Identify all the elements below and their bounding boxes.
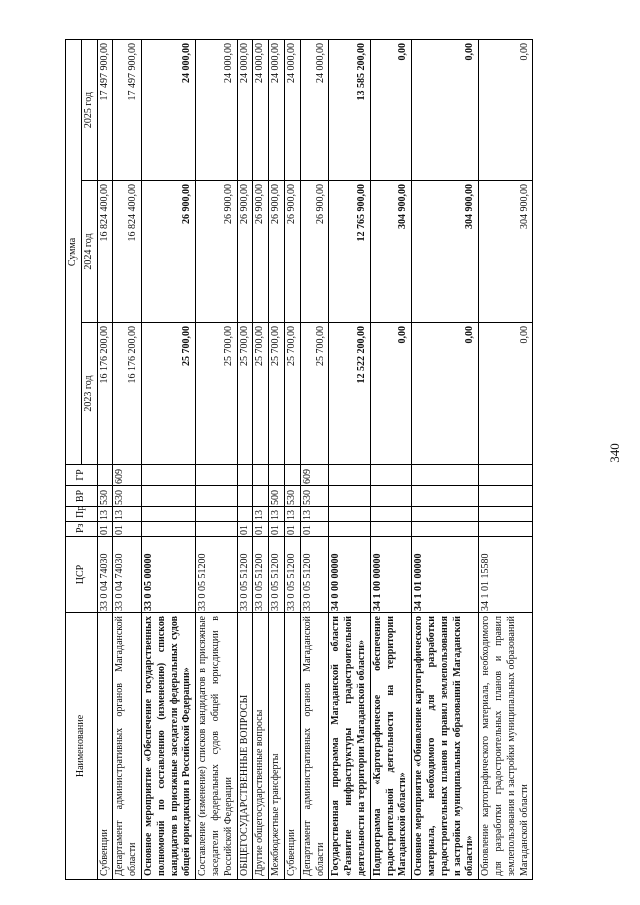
cell-2023: 12 522 200,00 <box>329 323 370 465</box>
cell-rz <box>329 522 370 537</box>
cell-2025: 24 000,00 <box>284 39 300 180</box>
header-vr: ВР <box>66 486 98 507</box>
table-row <box>237 39 253 879</box>
cell-vr: 530 <box>97 486 113 507</box>
header-csr: ЦСР <box>66 537 98 613</box>
cell-csr: 34 1 00 00000 <box>370 537 411 613</box>
cell-2024: 26 900,00 <box>300 181 329 323</box>
cell-pr: 13 <box>113 507 142 522</box>
cell-rz: 01 <box>253 522 269 537</box>
cell-gr: 609 <box>113 465 142 486</box>
cell-vr <box>479 486 533 507</box>
cell-name: Государственная программа Магаданской области «Развитие инфраструктуры градостроительной деятельности на территории Магаданской области» <box>329 613 370 880</box>
cell-name: Департамент административных органов Магаданской области <box>113 613 142 880</box>
header-rz: Рз <box>66 522 98 537</box>
cell-2025: 24 000,00 <box>300 39 329 180</box>
cell-pr: 13 <box>300 507 329 522</box>
cell-2025: 13 585 200,00 <box>329 39 370 180</box>
cell-csr: 33 0 05 00000 <box>141 537 195 613</box>
cell-2023: 16 176 200,00 <box>113 323 142 465</box>
cell-csr: 34 1 01 15580 <box>479 537 533 613</box>
cell-vr: 530 <box>113 486 142 507</box>
cell-pr: 13 <box>284 507 300 522</box>
cell-pr <box>196 507 237 522</box>
cell-2023: 25 700,00 <box>269 323 285 465</box>
cell-rz <box>479 522 533 537</box>
cell-csr: 33 0 05 51200 <box>300 537 329 613</box>
cell-csr: 34 1 01 00000 <box>412 537 479 613</box>
table-row <box>479 39 533 879</box>
cell-gr <box>196 465 237 486</box>
cell-2024: 26 900,00 <box>196 181 237 323</box>
cell-gr <box>479 465 533 486</box>
cell-2025: 17 497 900,00 <box>97 39 113 180</box>
table-row <box>113 39 142 879</box>
cell-rz: 01 <box>113 522 142 537</box>
header-row-1 <box>66 39 82 879</box>
cell-vr <box>196 486 237 507</box>
cell-2023: 0,00 <box>370 323 411 465</box>
cell-csr: 33 0 05 51200 <box>253 537 269 613</box>
cell-2023: 0,00 <box>479 323 533 465</box>
cell-name: Обновление картографического материала, необходимого для разработки градостроительных планов и правил землепользования и застройки муниципальных образований Магаданской области <box>479 613 533 880</box>
cell-2024: 26 900,00 <box>141 181 195 323</box>
cell-gr <box>284 465 300 486</box>
cell-2023: 25 700,00 <box>237 323 253 465</box>
cell-2025: 24 000,00 <box>253 39 269 180</box>
cell-rz <box>141 522 195 537</box>
cell-2023: 25 700,00 <box>284 323 300 465</box>
cell-2025: 24 000,00 <box>196 39 237 180</box>
cell-pr <box>412 507 479 522</box>
table-row <box>141 39 195 879</box>
cell-vr: 530 <box>300 486 329 507</box>
table-row <box>269 39 285 879</box>
header-sum: Сумма <box>66 39 82 464</box>
cell-vr <box>370 486 411 507</box>
cell-rz <box>196 522 237 537</box>
cell-2024: 304 900,00 <box>412 181 479 323</box>
cell-csr: 33 0 05 51200 <box>237 537 253 613</box>
header-2023: 2023 год <box>81 323 97 465</box>
cell-rz <box>370 522 411 537</box>
cell-2025: 24 000,00 <box>269 39 285 180</box>
cell-csr: 33 0 04 74030 <box>113 537 142 613</box>
table-row <box>329 39 370 879</box>
cell-rz: 01 <box>237 522 253 537</box>
cell-name: Субвенции <box>284 613 300 880</box>
cell-vr <box>412 486 479 507</box>
table-row <box>253 39 269 879</box>
cell-2025: 17 497 900,00 <box>113 39 142 180</box>
cell-gr <box>237 465 253 486</box>
cell-2025: 24 000,00 <box>141 39 195 180</box>
cell-2024: 16 824 400,00 <box>113 181 142 323</box>
cell-name: Основное мероприятие «Обеспечение государственных полномочий по составлению (изменению) списков кандидатов в присяжные заседатели федеральных судов общей юрисдикции в Российской Федерации» <box>141 613 195 880</box>
table-row <box>284 39 300 879</box>
cell-2023: 0,00 <box>412 323 479 465</box>
cell-vr: 530 <box>284 486 300 507</box>
page-number: 340 <box>607 443 622 463</box>
cell-rz: 01 <box>97 522 113 537</box>
cell-gr: 609 <box>300 465 329 486</box>
cell-gr <box>269 465 285 486</box>
cell-gr <box>141 465 195 486</box>
cell-csr: 33 0 04 74030 <box>97 537 113 613</box>
cell-rz: 01 <box>284 522 300 537</box>
header-gr: ГР <box>66 465 98 486</box>
cell-vr <box>253 486 269 507</box>
cell-2024: 26 900,00 <box>284 181 300 323</box>
cell-2025: 0,00 <box>479 39 533 180</box>
cell-2024: 16 824 400,00 <box>97 181 113 323</box>
cell-2023: 25 700,00 <box>253 323 269 465</box>
cell-name: ОБЩЕГОСУДАРСТВЕННЫЕ ВОПРОСЫ <box>237 613 253 880</box>
cell-2024: 304 900,00 <box>479 181 533 323</box>
cell-2025: 0,00 <box>412 39 479 180</box>
cell-2023: 25 700,00 <box>141 323 195 465</box>
cell-vr: 500 <box>269 486 285 507</box>
cell-pr: 13 <box>97 507 113 522</box>
cell-rz: 01 <box>300 522 329 537</box>
budget-table <box>65 39 533 880</box>
cell-gr <box>329 465 370 486</box>
table-row <box>370 39 411 879</box>
cell-gr <box>412 465 479 486</box>
cell-csr: 33 0 05 51200 <box>196 537 237 613</box>
cell-pr <box>237 507 253 522</box>
cell-name: Субвенции <box>97 613 113 880</box>
cell-vr <box>141 486 195 507</box>
cell-csr: 34 0 00 00000 <box>329 537 370 613</box>
cell-vr <box>237 486 253 507</box>
cell-2024: 12 765 900,00 <box>329 181 370 323</box>
header-pr: Пр <box>66 507 98 522</box>
cell-name: Департамент административных органов Магаданской области <box>300 613 329 880</box>
table-row <box>300 39 329 879</box>
cell-vr <box>329 486 370 507</box>
cell-gr <box>370 465 411 486</box>
cell-pr <box>479 507 533 522</box>
cell-2024: 26 900,00 <box>253 181 269 323</box>
cell-2024: 304 900,00 <box>370 181 411 323</box>
cell-2023: 25 700,00 <box>300 323 329 465</box>
header-2024: 2024 год <box>81 181 97 323</box>
cell-2023: 16 176 200,00 <box>97 323 113 465</box>
cell-2025: 24 000,00 <box>237 39 253 180</box>
cell-pr: 13 <box>253 507 269 522</box>
cell-name: Составление (изменение) списков кандидатов в присяжные заседатели федеральных судов общей юрисдикции в Российской Федерации <box>196 613 237 880</box>
cell-name: Основное мероприятие «Обновление картографического материала, необходимого для разработки градостроительных планов и правил землепользования и застройки муниципальных образований Магаданской области» <box>412 613 479 880</box>
cell-pr <box>370 507 411 522</box>
cell-name: Подпрограмма «Картографическое обеспечение градостроительной деятельности на территории Магаданской области» <box>370 613 411 880</box>
cell-pr: 13 <box>269 507 285 522</box>
cell-pr <box>329 507 370 522</box>
cell-2024: 26 900,00 <box>237 181 253 323</box>
header-name: Наименование <box>66 613 98 880</box>
cell-rz: 01 <box>269 522 285 537</box>
table-row <box>97 39 113 879</box>
cell-rz <box>412 522 479 537</box>
rotated-budget-table <box>65 40 595 880</box>
cell-name: Другие общегосударственные вопросы <box>253 613 269 880</box>
table-body <box>97 39 533 879</box>
cell-2023: 25 700,00 <box>196 323 237 465</box>
cell-pr <box>141 507 195 522</box>
table-row <box>196 39 237 879</box>
cell-csr: 33 0 05 51200 <box>284 537 300 613</box>
cell-2025: 0,00 <box>370 39 411 180</box>
table-row <box>412 39 479 879</box>
cell-csr: 33 0 05 51200 <box>269 537 285 613</box>
cell-name: Межбюджетные трансферты <box>269 613 285 880</box>
cell-2024: 26 900,00 <box>269 181 285 323</box>
cell-gr <box>97 465 113 486</box>
header-2025: 2025 год <box>81 39 97 180</box>
cell-gr <box>253 465 269 486</box>
